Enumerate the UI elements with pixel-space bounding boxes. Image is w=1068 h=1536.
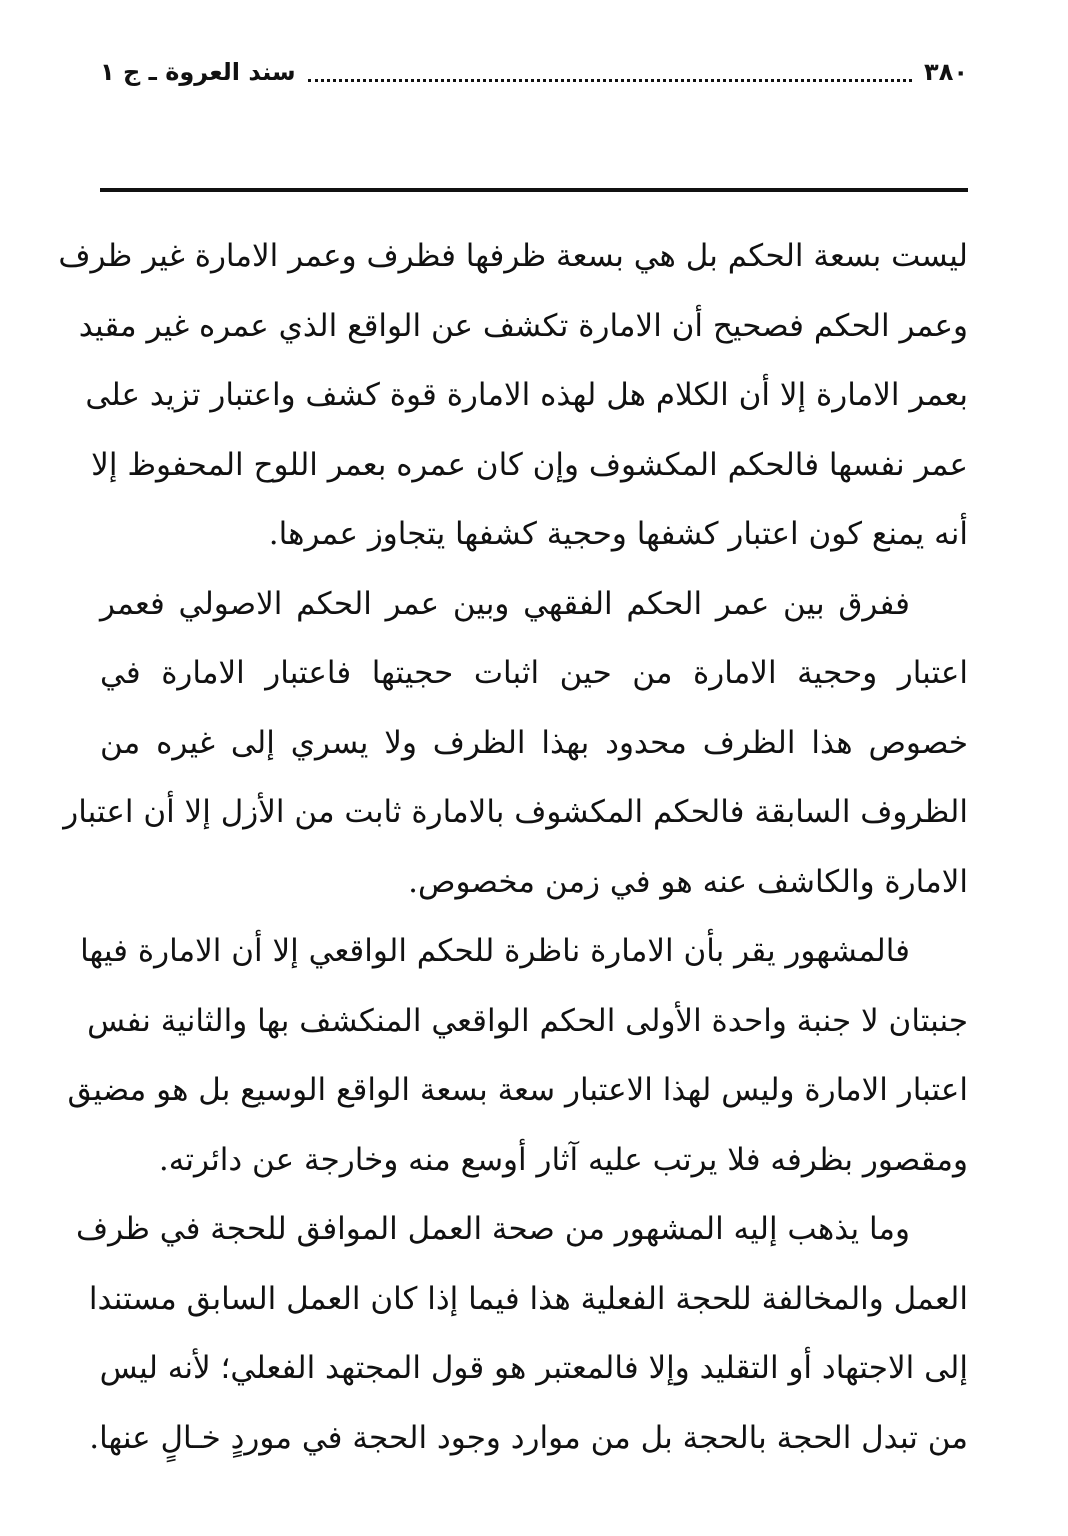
dot-leader	[308, 79, 912, 82]
page-number: ٣٨٠	[924, 58, 968, 86]
header-rule	[100, 188, 968, 192]
text-line: اعتبار الامارة وليس لهذا الاعتبار سعة بسعة الواقع الوسيع بل هو مضيق	[67, 1072, 968, 1108]
text-line: عمر نفسها فالحكم المكشوف وإن كان عمره بعمر اللوح المحفوظ إلا	[91, 446, 968, 483]
text-line: من تبدل الحجة بالحجة بل من موارد وجود الحجة في موردٍ خـالٍ عنها.	[89, 1419, 968, 1456]
text-line: الامارة والكاشف عنه هو في زمن مخصوص.	[408, 863, 968, 900]
text-line: خصوص هذا الظرف محدود بهذا الظرف ولا يسري إلى غيره من	[100, 724, 968, 761]
text-line: وما يذهب إليه المشهور من صحة العمل الموافق للحجة في ظرف	[76, 1211, 910, 1247]
book-title: سند العروة ـ ج ١	[100, 58, 296, 86]
text-line: اعتبار وحجية الامارة من حين اثبات حجيتها فاعتبار الامارة في	[100, 655, 968, 691]
text-line: جنبتان لا جنبة واحدة الأولى الحكم الواقعي المنكشف بها والثانية نفس	[87, 1002, 968, 1039]
text-line: وعمر الحكم فصحيح أن الامارة تكشف عن الواقع الذي عمره غير مقيد	[78, 307, 968, 344]
text-line: العمل والمخالفة للحجة الفعلية هذا فيما إذا كان العمل السابق مستندا	[88, 1280, 968, 1317]
text-line: إلى الاجتهاد أو التقليد وإلا فالمعتبر هو قول المجتهد الفعلي؛ لأنه ليس	[99, 1350, 968, 1386]
text-line: ففرق بين عمر الحكم الفقهي وبين عمر الحكم الاصولي فعمر	[100, 585, 910, 622]
text-line: أنه يمنع كون اعتبار كشفها وحجية كشفها يتجاوز عمرها.	[268, 516, 968, 552]
text-line: بعمر الامارة إلا أن الكلام هل لهذه الامارة قوة كشف واعتبار تزيد على	[85, 377, 968, 413]
running-header	[100, 52, 968, 92]
text-line: ليست بسعة الحكم بل هي بسعة ظرفها فظرف وعمر الامارة غير ظرف	[58, 238, 968, 274]
text-line: ومقصور بظرفه فلا يرتب عليه آثار أوسع منه وخارجة عن دائرته.	[158, 1141, 968, 1178]
text-line: الظروف السابقة فالحكم المكشوف بالامارة ثابت من الأزل إلا أن اعتبار	[63, 794, 968, 830]
body-text	[58, 222, 968, 1473]
text-line: فالمشهور يقر بأن الامارة ناظرة للحكم الواقعي إلا أن الامارة فيها	[80, 933, 910, 969]
